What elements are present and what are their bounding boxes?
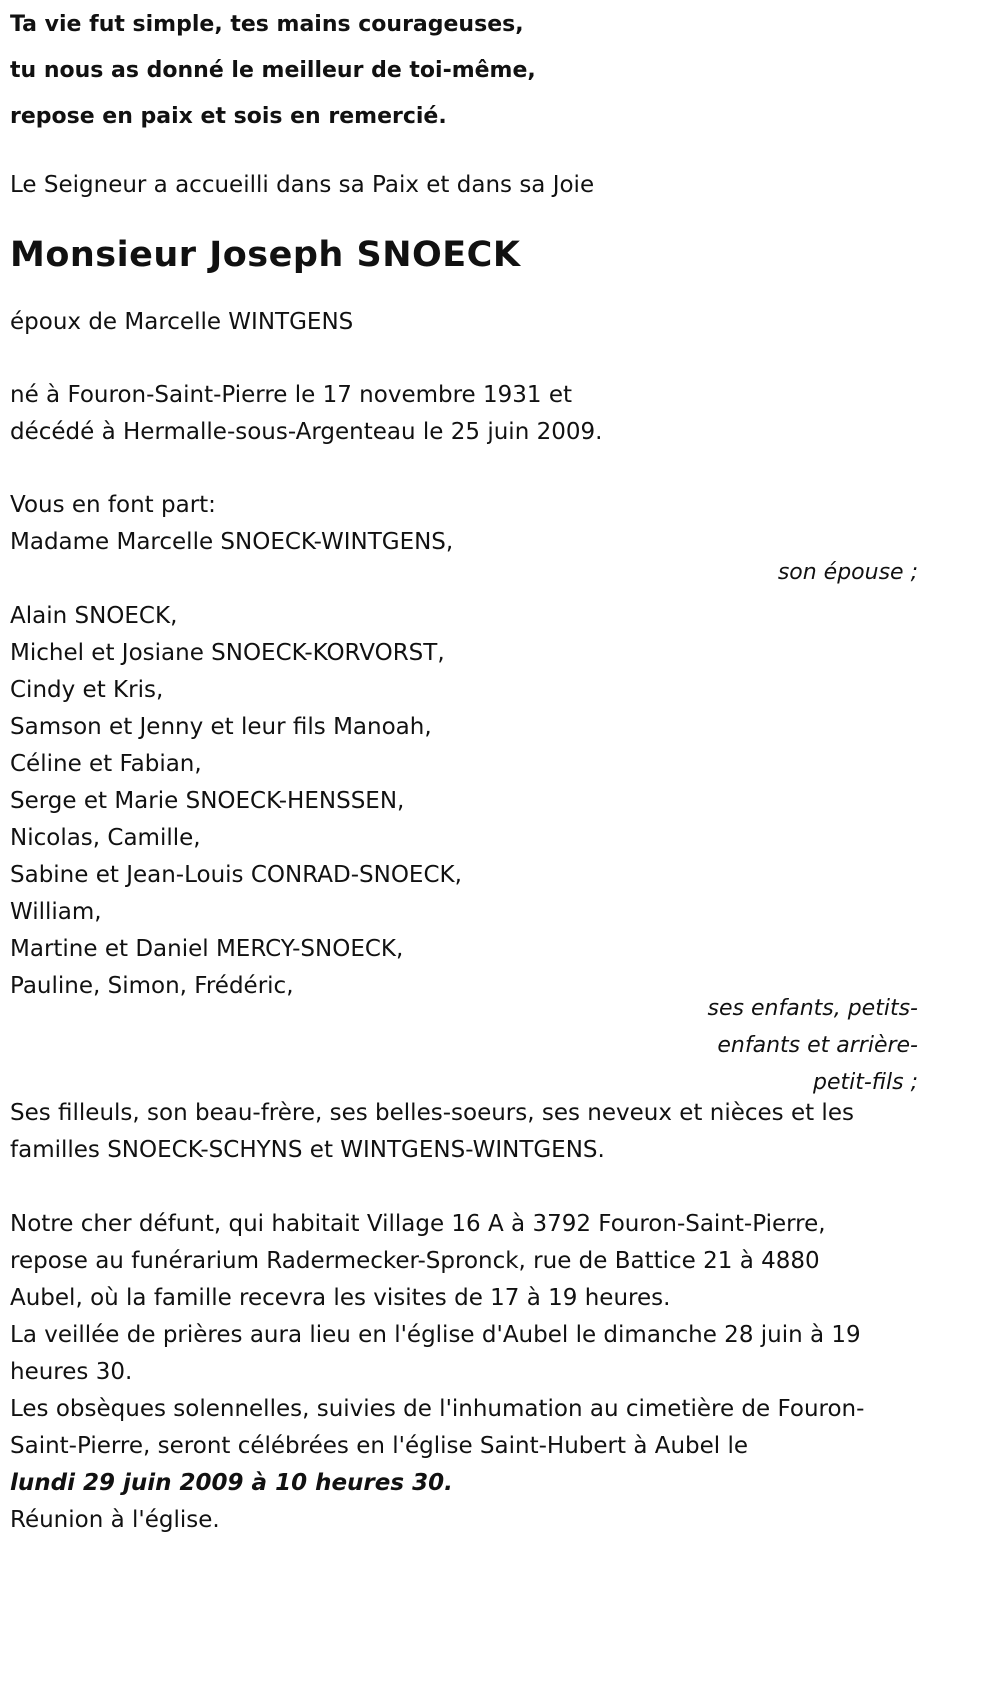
spouse-name: Madame Marcelle SNOECK-WINTGENS, (10, 529, 454, 555)
children-relation: ses enfants, petits- enfants et arrière- petit-fils ; (707, 996, 918, 1095)
extended-family: Ses filleuls, son beau-frère, ses belles-soeurs, ses neveux et nièces et les (10, 1100, 854, 1126)
spouse-relation: son épouse ; (777, 560, 918, 585)
spouse-line: époux de Marcelle WINTGENS (10, 309, 354, 335)
extended-family: familles SNOECK-SCHYNS et WINTGENS-WINTGENS. (10, 1137, 605, 1163)
notice-line: repose au funérarium Radermecker-Spronck, rue de Battice 21 à 4880 (10, 1248, 820, 1274)
family-member: Michel et Josiane SNOECK-KORVORST, (10, 640, 445, 666)
family-member: Sabine et Jean-Louis CONRAD-SNOECK, (10, 862, 462, 888)
notice-line: Aubel, où la famille recevra les visites de 17 à 19 heures. (10, 1285, 671, 1311)
family-member: Nicolas, Camille, (10, 825, 201, 851)
poem (10, 2, 918, 140)
obituary-notice (10, 0, 918, 1539)
family-member: William, (10, 899, 102, 925)
deceased-name: Monsieur Joseph SNOECK (10, 235, 521, 275)
birth-line: né à Fouron-Saint-Pierre le 17 novembre 1931 et (10, 382, 573, 408)
family-member: Alain SNOECK, (10, 603, 178, 629)
family-member: Serge et Marie SNOECK-HENSSEN, (10, 788, 405, 814)
notice-line: Les obsèques solennelles, suivies de l'inhumation au cimetière de Fouron- (10, 1396, 865, 1422)
death-line: décédé à Hermalle-sous-Argenteau le 25 juin 2009. (10, 419, 603, 445)
family-heading: Vous en font part: (10, 492, 216, 518)
funeral-datetime: lundi 29 juin 2009 à 10 heures 30. (10, 1470, 453, 1496)
intro-text: Le Seigneur a accueilli dans sa Paix et dans sa Joie (10, 172, 595, 198)
funeral-notice (10, 1206, 918, 1539)
family-member: Pauline, Simon, Frédéric, (10, 973, 294, 999)
notice-line: Saint-Pierre, seront célébrées en l'église Saint-Hubert à Aubel le (10, 1433, 749, 1459)
family-member: Samson et Jenny et leur fils Manoah, (10, 714, 432, 740)
poem-line: Ta vie fut simple, tes mains courageuses, (10, 12, 524, 37)
family-member: Céline et Fabian, (10, 751, 202, 777)
birth-death-info (10, 377, 918, 451)
closing-line: Réunion à l'église. (10, 1507, 220, 1533)
notice-line: Notre cher défunt, qui habitait Village 16 A à 3792 Fouron-Saint-Pierre, (10, 1211, 826, 1237)
family-member: Martine et Daniel MERCY-SNOECK, (10, 936, 404, 962)
family-member: Cindy et Kris, (10, 677, 164, 703)
family-list (10, 487, 918, 1169)
poem-line: repose en paix et sois en remercié. (10, 104, 447, 129)
poem-line: tu nous as donné le meilleur de toi-même, (10, 58, 536, 83)
notice-line: La veillée de prières aura lieu en l'église d'Aubel le dimanche 28 juin à 19 (10, 1322, 861, 1348)
notice-line: heures 30. (10, 1359, 133, 1385)
